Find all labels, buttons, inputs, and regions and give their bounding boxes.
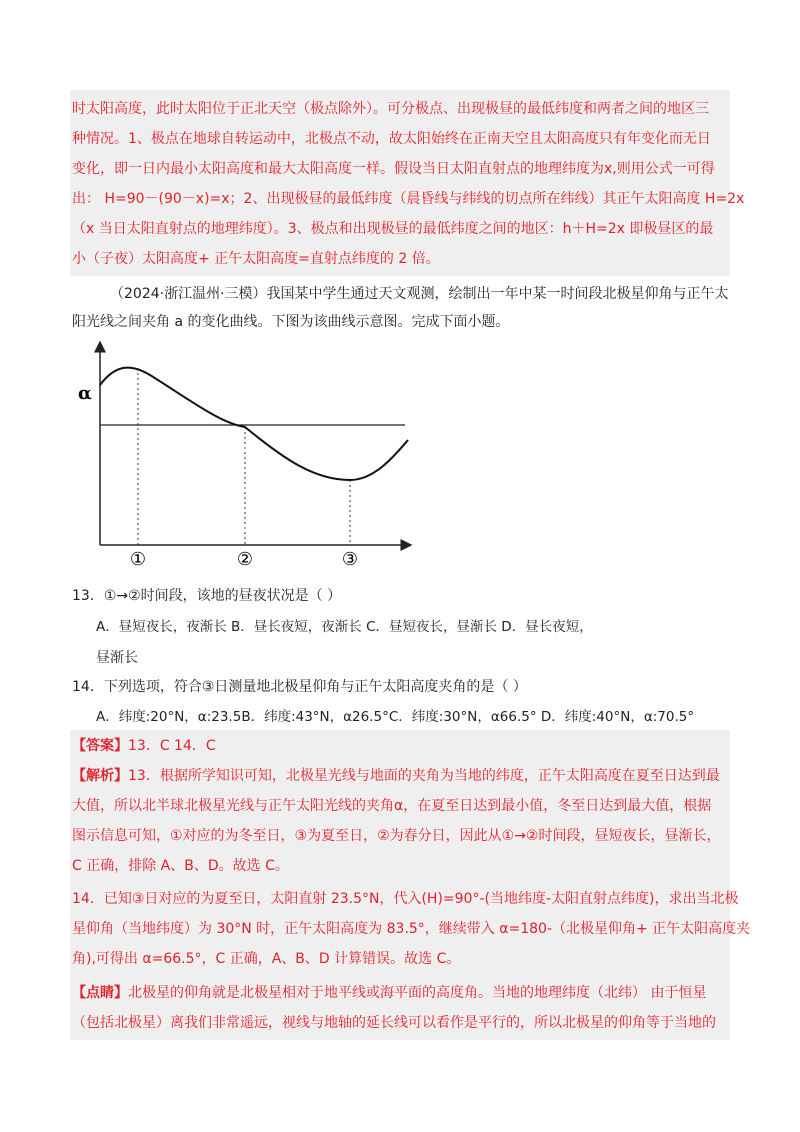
marker-3: ③ [341, 549, 359, 570]
question-13-stem: 13．①→②时间段，该地的昼夜状况是（ ） [72, 588, 342, 604]
tip-text: 北极星的仰角就是北极星相对于地平线或海平面的高度角。当地的地理纬度（北纬） 由于恒星 [128, 985, 707, 1001]
analysis-text: 13．根据所学知识可知，北极星光线与地面的夹角为当地的纬度，正午太阳高度在夏至日达到最 [128, 768, 720, 784]
answer-label: 【答案】 [72, 738, 128, 754]
analysis-line: C 正确，排除 A、B、D。故选 C。 [72, 858, 289, 874]
tip-line [72, 983, 706, 1003]
analysis-line: 14．已知③日对应的为夏至日，太阳直射 23.5°N，代入(H)=90°-(当地纬度-太阳直射点纬度)，求出当北极 [72, 891, 739, 907]
intro-analysis-line: 小（子夜）太阳高度+ 正午太阳高度=直射点纬度的 2 倍。 [72, 251, 440, 267]
question-stem-line: （2024·浙江温州·三模）我国某中学生通过天文观测，绘制出一年中某一时间段北极星仰角与正午太 [110, 286, 729, 302]
answer-line [72, 736, 216, 756]
intro-analysis-line: （x 当日太阳直射点的地理纬度）。3、极点和出现极昼的最低纬度之间的地区：h＋H=2x 即极昼区的最 [72, 221, 714, 237]
tip-label: 【点睛】 [72, 985, 128, 1001]
analysis-line: 角),可得出 α=66.5°，C 正确，A、B、D 计算错误。故选 C。 [72, 951, 461, 967]
question-13-options-cont: 昼渐长 [96, 650, 138, 666]
analysis-label: 【解析】 [72, 768, 128, 784]
intro-analysis-line: 变化，即一日内最小太阳高度和最大太阳高度一样。假设当日太阳直射点的地理纬度为x,则用公式一可得 [72, 161, 715, 177]
analysis-line: 图示信息可知，①对应的为冬至日，③为夏至日，②为春分日，因此从①→②时间段，昼短夜长，昼渐长， [72, 828, 721, 844]
marker-1: ① [129, 549, 147, 570]
tip-line: （包括北极星）离我们非常遥远，视线与地轴的延长线可以看作是平行的，所以北极星的仰角等于当地的 [72, 1015, 716, 1031]
intro-analysis-line: 时太阳高度，此时太阳位于正北天空（极点除外）。可分极点、出现极昼的最低纬度和两者之间的地区三 [72, 101, 709, 117]
question-13-options: A．昼短夜长，夜渐长 B．昼长夜短，夜渐长 C．昼短夜长，昼渐长 D．昼长夜短， [96, 619, 593, 635]
intro-analysis-line: 种情况。1、极点在地球自转运动中，北极点不动，故太阳始终在正南天空且太阳高度只有年变化而无日 [72, 131, 711, 147]
analysis-line: 星仰角（当地纬度）为 30°N 时，正午太阳高度为 83.5°，继续带入 α=180-（北极星仰角+ 正午太阳高度夹 [72, 921, 751, 937]
answer-text: 13．C 14．C [128, 738, 216, 754]
question-stem-line: 阳光线之间夹角 a 的变化曲线。下图为该曲线示意图。完成下面小题。 [72, 314, 510, 330]
alpha-curve [100, 368, 408, 480]
y-axis-label: α [78, 383, 92, 404]
marker-2: ② [236, 549, 254, 570]
analysis-line: 大值，所以北半球北极星光线与正午太阳光线的夹角α，在夏至日达到最小值，冬至日达到最大值，根据 [72, 798, 712, 814]
analysis-line [72, 766, 720, 786]
question-14-options: A．纬度:20°N，α:23.5B．纬度:43°N，α26.5°C．纬度:30°N，α66.5° D．纬度:40°N，α:70.5° [96, 709, 695, 725]
intro-analysis-line: 出： H=90－(90－x)=x；2、出现极昼的最低纬度（晨昏线与纬线的切点所在纬线）其正午太阳高度 H=2x [72, 191, 745, 207]
question-14-stem: 14．下列选项，符合③日测量地北极星仰角与正午太阳高度夹角的是（ ） [72, 679, 527, 695]
alpha-curve-figure [70, 335, 420, 575]
